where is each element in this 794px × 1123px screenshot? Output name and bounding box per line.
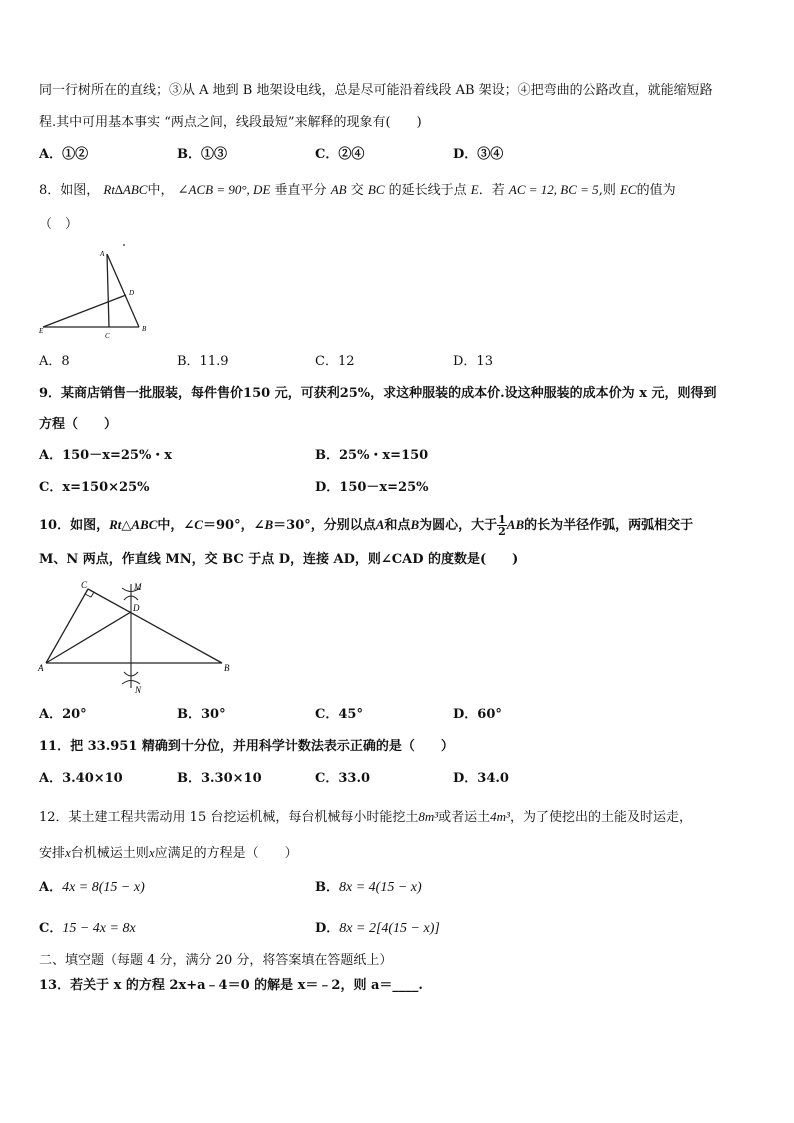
q10-label-a: A [38,663,44,673]
q8-option-a: A．8 [39,354,70,369]
q7-option-c: C．②④ [315,147,365,162]
q8-dot [123,244,125,246]
q12-option-b: B．8x = 4(15 − x) [315,880,422,895]
q10-option-a: A．20° [39,707,87,722]
q10-segment-ad [46,612,131,663]
q8-side-ac [107,254,109,327]
q9-option-b: B．25%・x=150 [315,448,429,463]
q10-label-b: B [224,663,230,673]
q9-line2: 方程（ ） [39,417,118,432]
q12-option-d: D．8x = 2[4(15 − x)] [315,921,440,936]
q10-line2: M、N 两点，作直线 MN，交 BC 于点 D，连接 AD，则∠CAD 的度数是( ) [39,552,519,567]
q9-option-c: C．x=150×25% [39,480,150,495]
q12-line1: 12．某土建工程共需动用 15 台挖运机械，每台机械每小时能挖土8m³或者运土4m³，为了使挖出的土能及时运走， [39,809,692,825]
q8-label-e: E [39,327,44,335]
q8-line-ed [43,295,126,327]
q7-line2: 程.其中可用基本事实 “两点之间，线段最短”来解释的现象有( ) [39,115,422,130]
q10-figure [36,576,236,698]
q10-fraction: $\frac{1}{2}$ [498,513,506,538]
q12-line2: 安排x台机械运土则x应满足的方程是（ ） [39,845,298,861]
q8-option-c: C．12 [315,354,355,369]
q8-paren: （ ） [39,217,79,232]
q9-line1: 9．某商店销售一批服装，每件售价150 元，可获利25%，求这种服装的成本价.设这种服装的成本价为 x 元，则得到 [39,386,717,401]
q8-label-c: C [105,332,110,340]
q10-line1: 10．如图，Rt△ABC中，∠C＝90°，∠B＝30°，分别以点A和点B为圆心，大于 $\frac{1}{2}$ AB的长为半径作弧，两弧相交于 [39,513,694,538]
q9-option-d: D．150－x=25% [315,480,429,495]
q12-option-a: A．4x = 8(15 − x) [39,880,145,895]
q8-figure [38,240,158,344]
q11-option-b: B．3.30×10 [177,771,262,786]
q7-option-d: D．③④ [453,147,504,162]
q7-line1: 同一行树所在的直线；③从 A 地到 B 地架设电线，总是尽可能沿着线段 AB 架设；④把弯曲的公路改直，就能缩短路 [39,83,713,98]
q10-label-n: N [135,685,142,695]
q7-option-a: A．①② [39,147,89,162]
q10-label-c: C [81,580,88,590]
q11-option-c: C．33.0 [315,771,371,786]
q10-option-c: C．45° [315,707,363,722]
section-2-heading: 二、填空题（每题 4 分，满分 20 分，将答案填在答题纸上） [39,953,393,968]
q10-label-m: M [134,582,142,592]
q8-option-b: B．11.9 [177,354,229,369]
q13-line1: 13．若关于 x 的方程 2x+a﹣4＝0 的解是 x＝﹣2，则 a＝____. [39,978,423,993]
q10-label-d: D [133,603,140,613]
q10-option-b: B．30° [177,707,226,722]
q9-option-a: A．150－x=25%・x [39,448,173,463]
q12-option-c: C．15 − 4x = 8x [39,921,136,936]
q11-option-a: A．3.40×10 [39,771,123,786]
q8-side-ab [107,254,139,327]
q8-label-d: D [129,289,135,297]
q8-option-d: D．13 [453,354,493,369]
q10-side-ca [46,589,88,663]
q8-label-a: A [100,250,105,258]
q7-option-b: B．①③ [177,147,227,162]
q11-line1: 11．把 33.951 精确到十分位，并用科学计数法表示正确的是（ ） [39,739,454,754]
q11-option-d: D．34.0 [453,771,509,786]
q10-option-d: D．60° [453,707,502,722]
q8-stem: 8．如图， Rt∆ABC中， ∠ACB = 90°, DE 垂直平分 AB 交 BC 的延长线于点 E．若 AC = 12, BC = 5,则 EC的值为 [39,182,676,198]
q8-label-b: B [142,325,147,333]
